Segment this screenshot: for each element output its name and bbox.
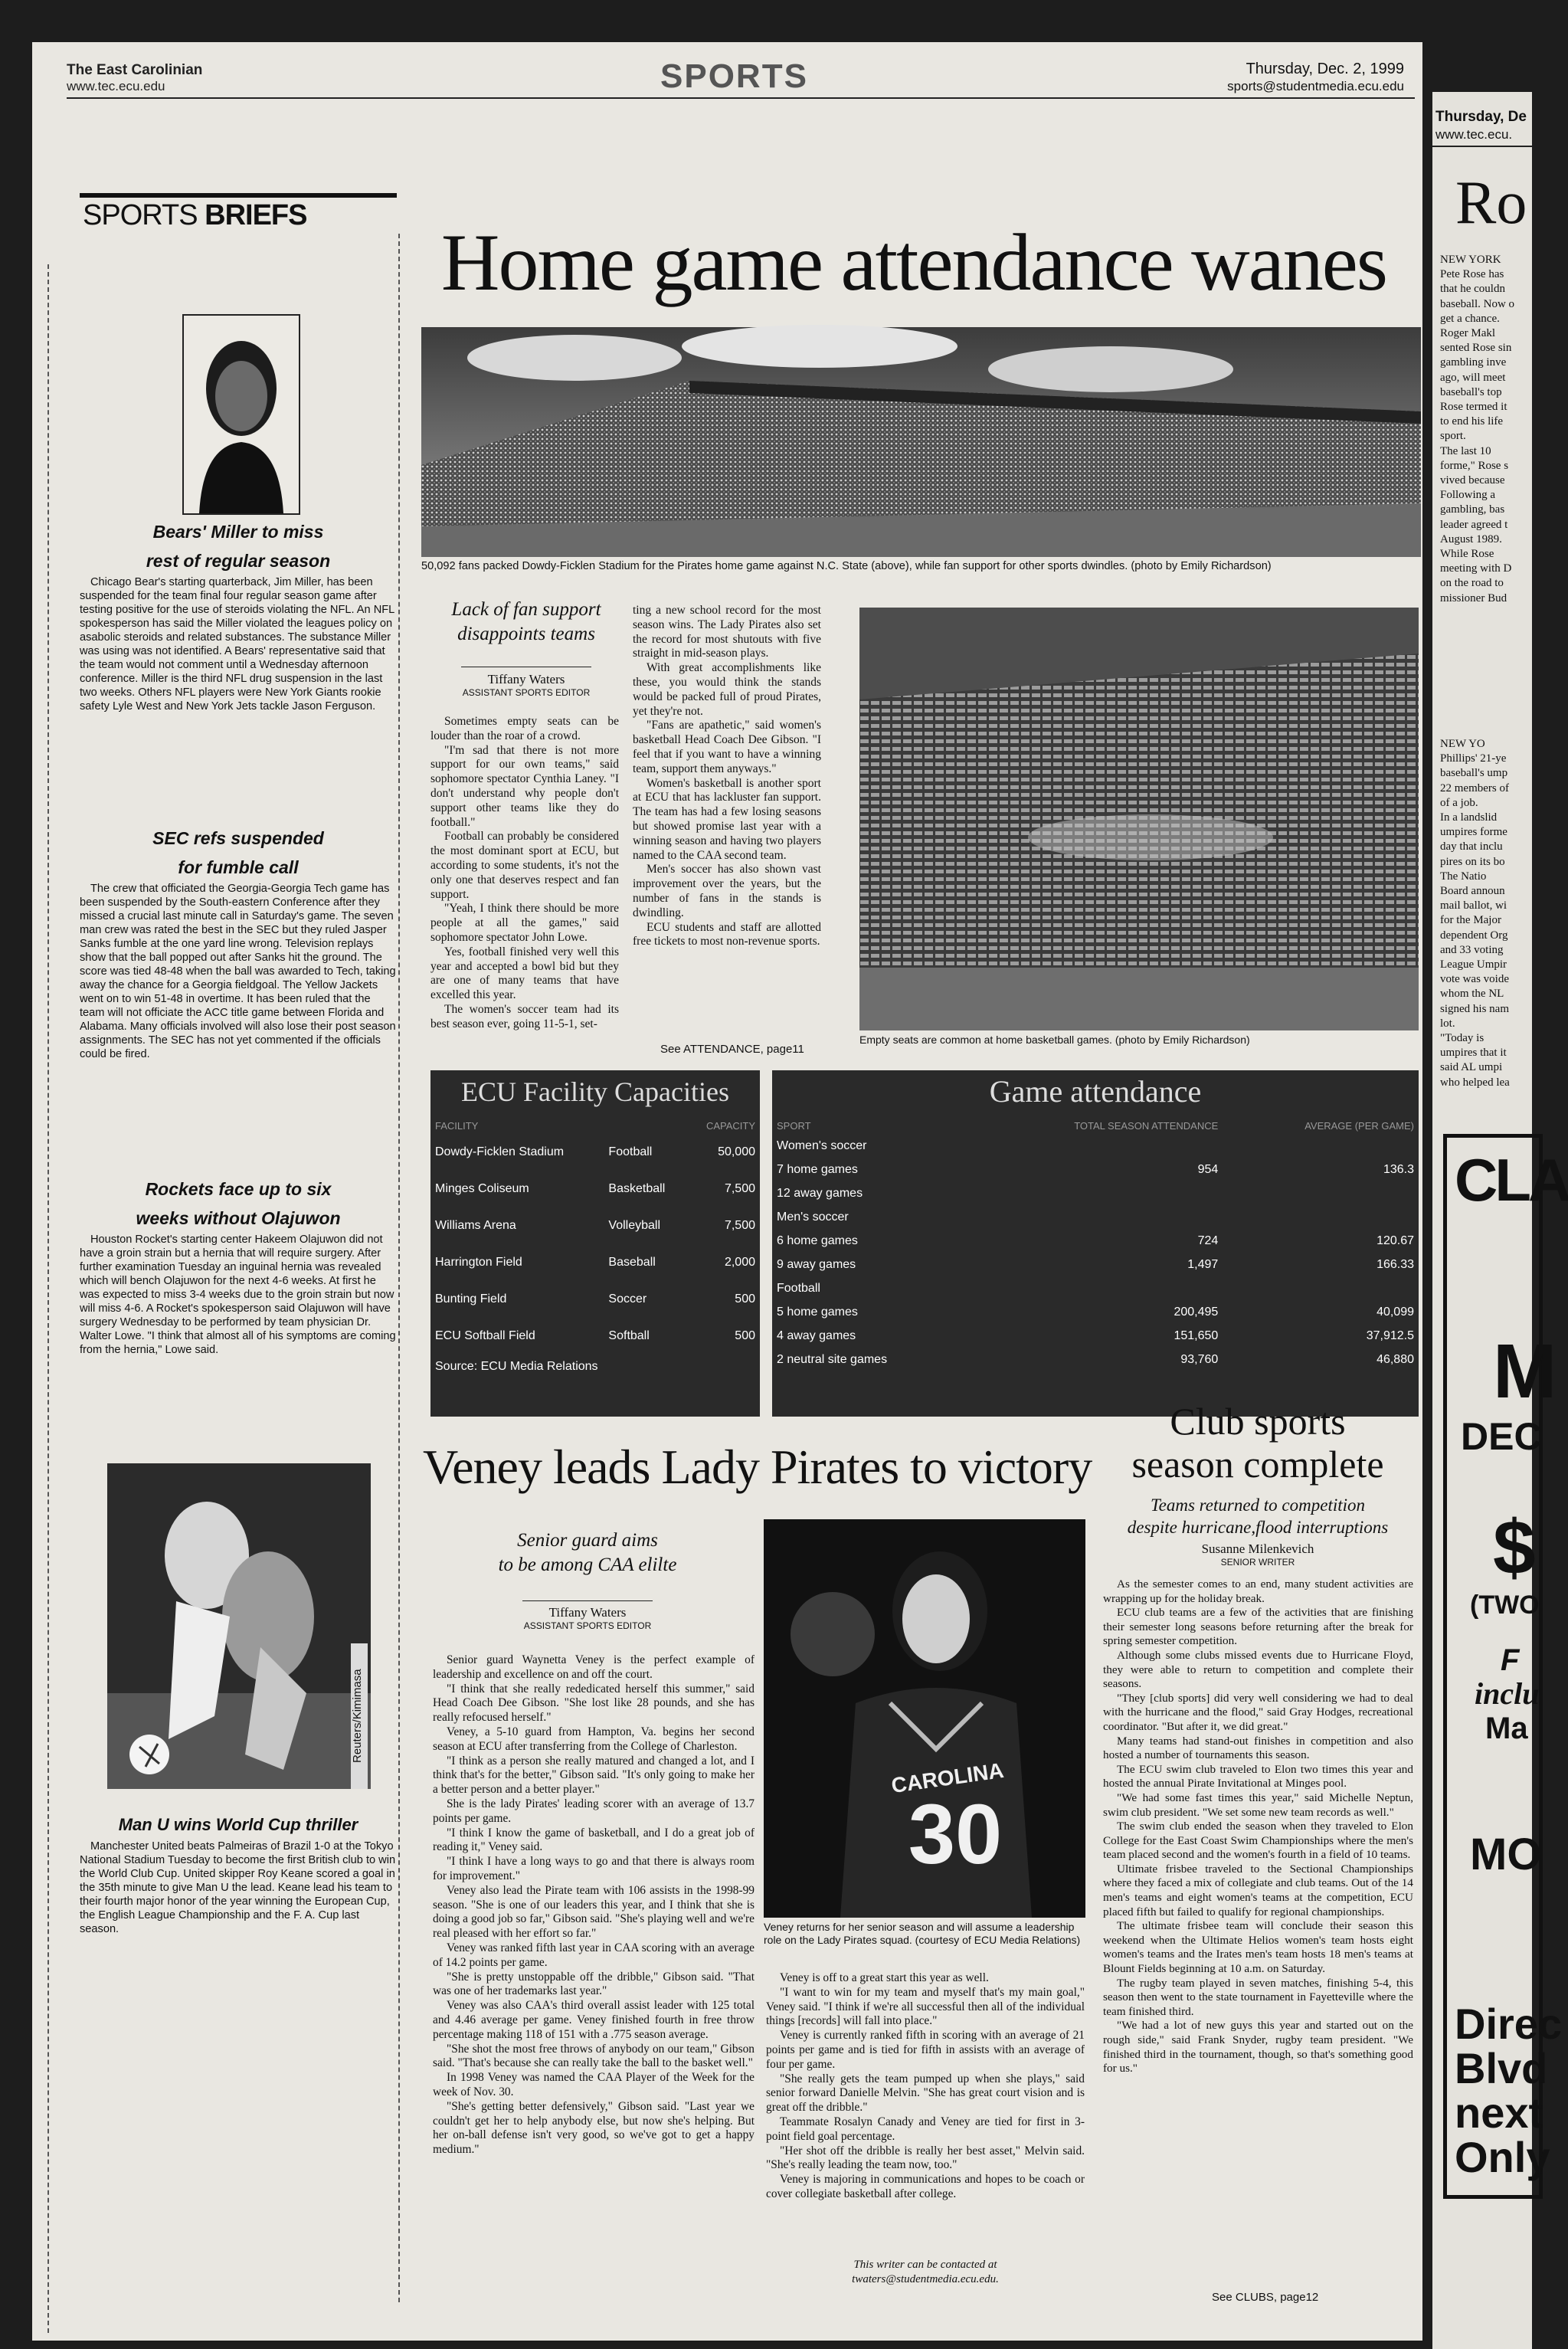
paragraph: "I want to win for my team and myself that's my main goal," Veney said. "I think if we're all successful then all of the individual things [records] will fall into place."	[766, 1985, 1085, 2028]
column-header: CAPACITY	[705, 1120, 755, 1132]
paragraph: She is the lady Pirates' leading scorer with an average of 13.7 points per game.	[433, 1797, 755, 1825]
adjacent-page	[1432, 92, 1568, 2349]
paragraph: The ECU swim club traveled to Elon two times this year and hosted the annual Pirate Invitational at Minges pool.	[1103, 1762, 1413, 1790]
paragraph: Veney, a 5-10 guard from Hampton, Va. begins her second season at ECU after transferring from the College of Charleston.	[433, 1725, 755, 1753]
paragraph: "I think I know the game of basketball, and I do a great job of reading it," Veney said.	[433, 1826, 755, 1854]
brief-headline-line: weeks without Olajuwon	[136, 1208, 341, 1228]
brief-body: The crew that officiated the Georgia-Georgia Tech game has been suspended by the South-eastern Conference after they missed a crucial last minute call in Saturday's game. The seven man crew was rated the best in the SEC but they ruled Jasper Sanks fumble at the one yard line wrong. Television replays show that the ball popped out after Sanks hit the ground. The score was tied 48-48 when the ball was awarded to Tech, taking away the chance for a Georgia fieldgoal. The Yellow Jackets went on to win 51-48 in overtime. It has been ruled that the team will not officiate the ACC title game between Florida and Alabama. Many officials involved will also lose their post season assignments. The SEC has not yet commented if the officials could be fired.	[80, 883, 396, 1060]
masthead-rule	[67, 97, 1415, 99]
paper-name: The East Carolinian	[67, 62, 203, 78]
basketball-arena-photo	[859, 608, 1419, 1030]
table-row: ECU Softball Field Softball 500	[435, 1329, 755, 1342]
man-u-soccer-photo	[107, 1463, 371, 1789]
capacities-table	[430, 1118, 760, 1379]
paragraph: Ultimate frisbee traveled to the Sectional Championships where they faced a mix of collegiate and club teams. Out of the 14 men's teams and eight women's teams at the competition, ECU placed fifth but failed to qualify for regional championships.	[1103, 1862, 1413, 1918]
paragraph: Many teams had stand-out finishes in competition and also hosted a number of tournaments this season.	[1103, 1734, 1413, 1762]
adjacent-rule	[1432, 146, 1532, 147]
attendance-col2	[633, 604, 821, 949]
paragraph: "I think I have a long ways to go and that there is always room for improvement."	[433, 1855, 755, 1882]
paragraph: The rugby team played in seven matches, finishing 5-4, this season then went to the state tournament in Fayetteville where the team finished third.	[1103, 1976, 1413, 2018]
table-row: 12 away games	[777, 1186, 863, 1200]
briefs-title: SPORTS BRIEFS	[83, 199, 307, 231]
paragraph: Veney was also CAA's third overall assist leader with 125 total and 4.46 average per game. Veney finished fourth in free throw percentage making 118 of 151 with a .775 season average.	[433, 1999, 755, 2041]
stadium-photo-caption: 50,092 fans packed Dowdy-Ficklen Stadium for the Pirates home game against N.C. State (above), while fan support for other sports dwindles. (photo by Emily Richardson)	[421, 560, 1272, 572]
column-header: AVERAGE (PER GAME)	[1304, 1120, 1414, 1132]
adjacent-date: Thursday, De	[1435, 109, 1527, 125]
veney-byline: Tiffany Waters	[548, 1605, 627, 1620]
adjacent-advertisement[interactable]	[1443, 1134, 1568, 2199]
paragraph: "We had some fast times this year," said Michelle Neptun, swim club president. "We set some new team records as well."	[1103, 1790, 1413, 1819]
paragraph: Although some clubs missed events due to Hurricane Floyd, they were able to return to competition and complete their seasons.	[1103, 1648, 1413, 1691]
attendance-col1	[430, 715, 619, 1032]
table-row: Dowdy-Ficklen Stadium Football 50,000	[435, 1145, 755, 1158]
table-row: Bunting Field Soccer 500	[435, 1292, 755, 1306]
ad-text: MO	[1470, 1830, 1542, 1879]
adjacent-headline: Ro	[1455, 169, 1527, 237]
paragraph: "I'm sad that there is not more support for our own teams," said sophomore spectator Cynthia Laney. "I don't understand why people don't support other teams like they do football."	[430, 743, 619, 829]
contact-line: This writer can be contacted at	[853, 2259, 997, 2271]
facility-capacities-box	[430, 1070, 760, 1417]
ad-text: M	[1493, 1328, 1557, 1414]
brief-body: Chicago Bear's starting quarterback, Jim Miller, has been suspended for the team final four regular season game after testing positive for the use of steroids violating the NFL. An NFL spokesperson has said the Miller violated the leagues policy on asabolic steroids and related substances. The substance Miller was using was not identified. A Bears' representative said that the team would not comment until a Wednesday afternoon conference. Miller is the third NFL drug suspension in the last two weeks. Others NFL players were New York Giants rookie safety Lyle West and New York Jets tackle Jason Ferguson.	[80, 576, 394, 713]
paragraph: "Fans are apathetic," said women's basketball Head Coach Dee Gibson. "I feel that if you want to have a winning team, support them anyways."	[633, 719, 821, 775]
paragraph: "They [club sports] did very well considering we had to deal with the hurricane and the flood," said Gray Hodges, recreational coordinator. "But after it, we did great."	[1103, 1691, 1413, 1733]
table-row: Minges Coliseum Basketball 7,500	[435, 1182, 755, 1195]
newspaper-page	[32, 42, 1422, 2341]
veney-deck	[461, 1528, 714, 1577]
jersey-number: 30	[908, 1787, 1003, 1882]
adjacent-url[interactable]: www.tec.ecu.	[1435, 127, 1513, 142]
paragraph: As the semester comes to an end, many student activities are wrapping up for the holiday break.	[1103, 1577, 1413, 1605]
brief-man-u	[80, 1810, 397, 1936]
paragraph: "She shot the most free throws of anybody on our team," Gibson said. "That's because she can really take the ball to the basket well."	[433, 2042, 755, 2070]
clubs-headline	[1101, 1400, 1415, 1486]
column-header: FACILITY	[435, 1120, 479, 1132]
jersey-lettering: CAROLINA	[889, 1758, 1006, 1798]
game-attendance-box	[772, 1070, 1419, 1417]
attendance-jump[interactable]: See ATTENDANCE, page11	[660, 1043, 804, 1056]
table-row: 4 away games 151,650 37,912.5	[777, 1328, 1414, 1342]
basketball-photo-caption: Empty seats are common at home basketball games. (photo by Emily Richardson)	[859, 1034, 1250, 1046]
table-row: Women's soccer	[777, 1138, 867, 1152]
deck-line: to be among CAA elilte	[498, 1555, 677, 1575]
paragraph: The swim club ended the season when they traveled to Elon College for the East Coast Swim Championships where the men's team placed second and the women's fourth in a field of 10 teams.	[1103, 1820, 1413, 1862]
capacities-title: ECU Facility Capacities	[461, 1076, 729, 1107]
table-row: Men's soccer	[777, 1210, 849, 1224]
paragraph: Football can probably be considered the most dominant sport at ECU, but according to some students, it's not the only one that deserves respect and fan support.	[430, 830, 619, 901]
capacities-source: Source: ECU Media Relations	[435, 1360, 598, 1373]
deck-line: despite hurricane,flood interruptions	[1127, 1518, 1389, 1537]
headline-line: season complete	[1131, 1443, 1384, 1486]
paragraph: "I think that she really rededicated herself this summer," said Head Coach Dee Gibson. "She lost like 28 pounds, and she has really refocused herself."	[433, 1682, 755, 1725]
paragraph: Veney is currently ranked fifth in scoring with an average of 21 points per game and is tied for fifth in assists with an average of four per game.	[766, 2029, 1085, 2071]
paragraph: Senior guard Waynetta Veney is the perfect example of leadership and excellence on and off the court.	[433, 1653, 755, 1681]
veney-photo-caption: Veney returns for her senior season and will assume a leadership role on the Lady Pirates squad. (courtesy of ECU Media Relations)	[764, 1921, 1081, 1946]
brief-olajuwon	[80, 1174, 397, 1357]
paragraph: "Yeah, I think there should be more people at all the games," said sophomore spectator John Lowe.	[430, 902, 619, 944]
attendance-byline-title: ASSISTANT SPORTS EDITOR	[462, 687, 591, 698]
veney-col2	[766, 1971, 1085, 2202]
brief-body: Houston Rocket's starting center Hakeem Olajuwon did not have a groin strain but a hernia that will require surgery. After further examination Tuesday an inguinal hernia was revealed which will bench Olajuwon for the next 4-6 weeks. At first he was expected to miss 3-4 weeks due to the groin strain but now will miss 4-6. A Rocket's spokesperson said Olajuwon will have surgery Wednesday to be performed by team physician Dr. Walter Lowe. "I think that almost all of his symptoms are coming from the hernia," Lowe said.	[80, 1233, 396, 1356]
adjacent-text-2: NEW YO Phillips' 21-ye baseball's ump 22 members of of a job. In a landslid umpires forme day that inclu pires on its bo The Natio Board announ mail ballot, wi for the Major dependent Org and 33 voting League Umpir vote was voide whom the NL signed his nam lot. "Today is umpires that it said AL umpi who helped lea	[1440, 738, 1510, 1089]
miller-photo	[182, 314, 300, 515]
attendance-deck: Lack of fan support disappoints teams	[451, 599, 601, 644]
paragraph: Yes, football finished very well this year and accepted a bowl bid but they are one of many teams that have excelled this year.	[430, 945, 619, 1002]
paragraph: Teammate Rosalyn Canady and Veney are tied for first in 3-point field goal percentage.	[766, 2115, 1085, 2143]
paragraph: ECU club teams are a few of the activities that are finishing their semester long seasons before returning after the break for spring semester competition.	[1103, 1606, 1413, 1648]
clubs-byline-title: SENIOR WRITER	[1220, 1557, 1295, 1568]
clubs-deck	[1101, 1494, 1415, 1538]
deck-line: Teams returned to competition	[1150, 1496, 1366, 1515]
paragraph: ting a new school record for the most season wins. The Lady Pirates also set the record for most shutouts with five straight in mid-season plays.	[633, 604, 821, 660]
paragraph: Women's basketball is another sport at ECU that has lackluster fan support. The team has had a few losing seasons but showed promise last year with a winning season and having two players named to the CAA second team.	[633, 776, 821, 862]
issue-date: Thursday, Dec. 2, 1999	[1246, 61, 1404, 77]
paragraph: "She really gets the team pumped up when she plays," said senior forward Danielle Melvin. "She has great court vision and is great off the dribble."	[766, 2072, 1085, 2115]
brief-body: Manchester United beats Palmeiras of Brazil 1-0 at the Tokyo National Stadium Tuesday to become the first British club to win the World Club Cup. United skipper Roy Keane scored a goal in the 35th minute to give Man U the lead. Keane lead his team to their fourth major honor of the year winning the European Cup, the English League Championship and the F. A. Cup last season.	[80, 1840, 396, 1935]
table-row: Football	[777, 1281, 820, 1295]
ad-text: DEC	[1461, 1415, 1542, 1458]
table-row: 9 away games 1,497 166.33	[777, 1257, 1414, 1271]
clubs-body	[1103, 1577, 1413, 2076]
section-email[interactable]: sports@studentmedia.ecu.edu	[1227, 79, 1404, 93]
clubs-byline: Susanne Milenkevich	[1201, 1541, 1314, 1556]
table-row: Harrington Field Baseball 2,000	[435, 1256, 755, 1269]
attendance-headline: Home game attendance wanes	[440, 218, 1387, 307]
paragraph: Veney is majoring in communications and hopes to be coach or cover collegiate basketball after college.	[766, 2173, 1085, 2200]
paragraph: "We had a lot of new guys this year and started out on the rough side," said Frank Snyder, rugby team president. "We finished third in the tournament, though, so that's something good for us."	[1103, 2019, 1413, 2075]
ad-text: F	[1501, 1643, 1520, 1677]
briefs-top-bar	[80, 193, 397, 198]
stadium-photo	[421, 327, 1421, 557]
byline-rule	[522, 1600, 653, 1601]
paragraph: ECU students and staff are allotted free tickets to most non-revenue sports.	[633, 920, 821, 948]
veney-byline-title: ASSISTANT SPORTS EDITOR	[523, 1620, 652, 1631]
veney-photo	[764, 1519, 1085, 1918]
brief-headline-line: Rockets face up to six	[145, 1179, 332, 1199]
veney-contact	[766, 2258, 1085, 2287]
brief-headline-line: SEC refs suspended	[152, 828, 324, 848]
paragraph: Veney was ranked fifth last year in CAA scoring with an average of 14.2 points per game.	[433, 1941, 755, 1969]
veney-col1	[433, 1653, 755, 2157]
paragraph: "She is pretty unstoppable off the dribble," Gibson said. "That was one of her trademarks last year."	[433, 1970, 755, 1998]
ad-text: $	[1493, 1505, 1536, 1591]
briefs-border-left	[47, 264, 51, 2333]
column-header: TOTAL SEASON ATTENDANCE	[1074, 1120, 1219, 1132]
brief-headline-line: for fumble call	[178, 857, 299, 877]
paragraph: Veney also lead the Pirate team with 106 assists in the 1998-99 season. "She is one of our leaders this year, and I think that she is doing a good job so far," Gibson said. "She's playing well and we're real pleased with her effort so far."	[433, 1883, 755, 1941]
briefs-border-right	[398, 234, 401, 2302]
paragraph: Men's soccer has also shown vast improvement over the years, but the number of fans in the stands is dwindling.	[633, 863, 821, 919]
clubs-jump[interactable]: See CLUBS, page12	[1212, 2291, 1319, 2304]
brief-headline-line: Bears' Miller to miss	[152, 522, 324, 542]
table-row: Williams Arena Volleyball 7,500	[435, 1219, 755, 1232]
section-name: SPORTS	[660, 57, 808, 95]
photo-credit: Reuters/Kimimasa	[351, 1643, 368, 1789]
paragraph: The women's soccer team had its best season ever, going 11-5-1, set-	[430, 1002, 619, 1030]
paragraph: The ultimate frisbee team will conclude their season this weekend when the Ultimate Helios women's team hosts eight women's teams and the Irates men's team hosts 18 men's teams at Blount Fields beginning at 10 a.m. on Saturday.	[1103, 1919, 1413, 1976]
ad-text: inclu	[1475, 1676, 1540, 1711]
brief-headline-line: Man U wins World Cup thriller	[118, 1815, 358, 1834]
ad-text: CLA	[1455, 1146, 1568, 1214]
game-attendance-table	[772, 1118, 1419, 1371]
column-header: SPORT	[777, 1120, 811, 1132]
contact-email[interactable]: twaters@studentmedia.ecu.edu.	[852, 2273, 999, 2285]
paragraph: "She's getting better defensively," Gibson said. "Last year we couldn't get her to help anybody else, but now she's helping. But her on-ball defense isn't very good, so we've got to get a happy medium."	[433, 2099, 755, 2157]
table-row: 7 home games 954 136.3	[777, 1162, 1414, 1176]
paragraph: With great accomplishments like these, you would think the stands would be packed full of proud Pirates, yet they're not.	[633, 661, 821, 718]
veney-headline: Veney leads Lady Pirates to victory	[423, 1440, 1092, 1494]
attendance-byline: Tiffany Waters	[487, 672, 565, 686]
ad-text: Ma	[1485, 1712, 1528, 1745]
table-row: 6 home games 724 120.67	[777, 1233, 1414, 1247]
table-row: 2 neutral site games 93,760 46,880	[777, 1352, 1414, 1366]
headline-line: Club sports	[1170, 1400, 1346, 1443]
table-row: 5 home games 200,495 40,099	[777, 1305, 1414, 1319]
brief-sec-refs	[80, 824, 397, 1061]
brief-miller	[80, 517, 397, 713]
adjacent-text-1: NEW YORK Pete Rose has that he couldn baseball. Now o get a chance. Roger Makl sented Rose sin gambling inve ago, will meet baseball's top Rose termed it to end his life sport. The last 10 forme," Rose s vived because Following a gambling, bas leader agreed t August 1989. While Rose meeting with D on the road to missioner Bud	[1440, 254, 1515, 604]
paragraph: "Her shot off the dribble is really her best asset," Melvin said. "She's really leading the team now, too."	[766, 2144, 1085, 2172]
game-attendance-title: Game attendance	[989, 1074, 1202, 1109]
deck-line: Senior guard aims	[517, 1530, 658, 1551]
ad-text-block: Direc Blvd next Only	[1455, 2000, 1563, 2181]
paragraph: In 1998 Veney was named the CAA Player of the Week for the week of Nov. 30.	[433, 2071, 755, 2098]
paragraph: "I think as a person she really matured and changed a lot, and I think that's for the better," Gibson said. "It's only going to make her a better person and a better player."	[433, 1754, 755, 1797]
paragraph: Sometimes empty seats can be louder than the roar of a crowd.	[430, 715, 619, 742]
brief-headline-line: rest of regular season	[146, 551, 331, 571]
paper-url[interactable]: www.tec.ecu.edu	[67, 79, 165, 93]
paragraph: Veney is off to a great start this year as well.	[780, 1971, 989, 1984]
ad-text: (TWO	[1470, 1591, 1540, 1620]
